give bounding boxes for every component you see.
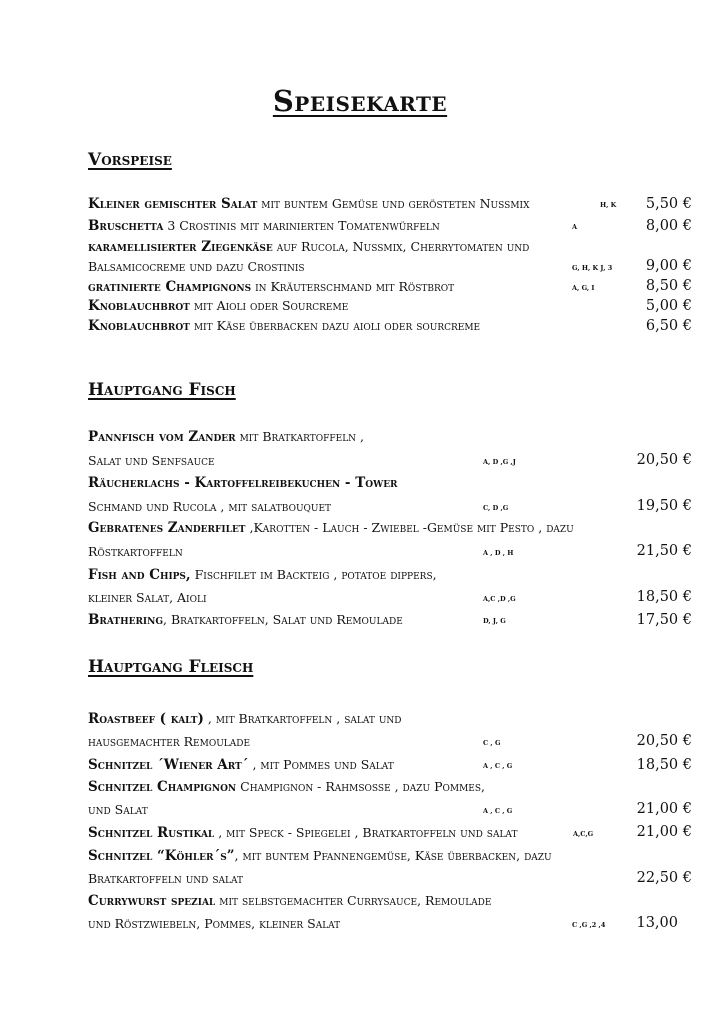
page-title: Speisekarte xyxy=(272,84,448,118)
menu-item xyxy=(88,520,574,536)
item-description: mit selbstgemachter Currysauce, Remoulade xyxy=(215,893,492,908)
item-price: 9,00 € xyxy=(645,258,692,274)
item-description: , mit Pommes und Salat xyxy=(248,757,394,772)
item-description: Salat und Senfsauce xyxy=(88,453,215,468)
item-description: Fischfilet im Backteig , potatoe dippers, xyxy=(190,567,437,582)
menu-item xyxy=(88,757,394,773)
item-name: Schnitzel “Köhler´s” xyxy=(88,848,235,864)
item-allergens: A,C ,D ,G xyxy=(483,595,516,603)
menu-item-continuation xyxy=(88,259,305,275)
item-description: hausgemachter Remoulade xyxy=(88,734,251,749)
section-title-fleisch: Hauptgang Fleisch xyxy=(88,657,254,677)
item-price: 21,00 € xyxy=(636,824,692,840)
item-name: Knoblauchbrot xyxy=(88,318,190,334)
item-price: 21,00 € xyxy=(636,801,692,817)
menu-item xyxy=(88,848,552,864)
item-price: 17,50 € xyxy=(636,612,692,628)
item-price: 22,50 € xyxy=(636,870,692,886)
menu-item-continuation xyxy=(88,916,340,932)
item-price: 5,00 € xyxy=(645,298,692,314)
menu-item xyxy=(88,429,364,445)
item-allergens: A, G, I xyxy=(572,284,595,292)
section-title-fisch: Hauptgang Fisch xyxy=(88,380,236,400)
item-name: Knoblauchbrot xyxy=(88,298,190,314)
menu-item xyxy=(88,196,530,212)
item-price: 5,50 € xyxy=(645,196,692,212)
item-name: Gebratenes Zanderfilet xyxy=(88,520,246,536)
menu-item-continuation xyxy=(88,590,207,606)
item-description: und Röstzwiebeln, Pommes, kleiner Salat xyxy=(88,916,341,931)
item-allergens: C , G xyxy=(483,739,501,747)
item-allergens: A xyxy=(572,223,578,231)
item-description: Bratkartoffeln und salat xyxy=(88,871,244,886)
item-price: 8,50 € xyxy=(645,278,692,294)
item-description: auf Rucola, Nussmix, Cherrytomaten und xyxy=(272,239,530,254)
item-allergens: H, K xyxy=(600,201,617,209)
menu-item-continuation xyxy=(88,544,183,560)
menu-item xyxy=(88,475,398,491)
item-name: Bruschetta xyxy=(88,218,164,234)
item-allergens: A , D , H xyxy=(483,549,514,557)
item-name: Currywurst spezial xyxy=(88,893,216,909)
menu-item xyxy=(88,239,529,255)
item-name: Räucherlachs - Kartoffelreibekuchen - Tower xyxy=(88,475,398,491)
menu-item xyxy=(88,893,491,909)
item-name: Schnitzel Rustikal xyxy=(88,825,215,841)
section-title-vorspeise: Vorspeise xyxy=(88,150,172,170)
item-description: mit buntem Gemüse und gerösteten Nussmix xyxy=(257,196,530,211)
item-description: Röstkartoffeln xyxy=(88,544,183,559)
item-name: Pannfisch vom Zander xyxy=(88,429,236,445)
item-price: 8,00 € xyxy=(645,218,692,234)
item-name: karamellisierter Ziegenkäse xyxy=(88,239,273,255)
menu-item-continuation xyxy=(88,871,243,887)
item-allergens: G, H, K J, 3 xyxy=(572,264,613,272)
item-allergens: D, J, G xyxy=(483,617,506,625)
item-name: gratinierte Champignons xyxy=(88,279,252,295)
menu-item-continuation xyxy=(88,499,331,515)
menu-item xyxy=(88,298,348,314)
item-name: Fish and Chips, xyxy=(88,567,191,583)
menu-item xyxy=(88,779,485,795)
menu-item xyxy=(88,218,440,234)
item-allergens: C ,G ,2 ,4 xyxy=(572,921,606,929)
item-name: Roastbeef ( kalt) xyxy=(88,711,204,727)
item-allergens: A , C , G xyxy=(483,807,513,815)
item-description: , mit buntem Pfannengemüse, Käse überbacken, dazu xyxy=(234,848,552,863)
item-price: 18,50 € xyxy=(636,757,692,773)
item-description: Schmand und Rucola , mit salatbouquet xyxy=(88,499,332,514)
menu-item xyxy=(88,279,454,295)
item-allergens: A,C,G xyxy=(573,830,594,838)
menu-item xyxy=(88,711,402,727)
item-description: , mit Speck - Spiegelei , Bratkartoffeln und salat xyxy=(214,825,518,840)
item-description: mit Bratkartoffeln , xyxy=(235,429,365,444)
item-name: Brathering xyxy=(88,612,164,628)
item-description: und Salat xyxy=(88,802,148,817)
item-description: Balsamicocreme und dazu Crostinis xyxy=(88,259,305,274)
item-name: Kleiner gemischter Salat xyxy=(88,196,258,212)
menu-item xyxy=(88,825,517,841)
item-allergens: C, D ,G xyxy=(483,504,509,512)
item-price: 21,50 € xyxy=(636,543,692,559)
menu-item-continuation xyxy=(88,802,148,818)
item-description: , Bratkartoffeln, Salat und Remoulade xyxy=(163,612,403,627)
item-price: 6,50 € xyxy=(645,318,692,334)
item-price: 19,50 € xyxy=(636,498,692,514)
menu-item xyxy=(88,567,437,583)
item-price: 18,50 € xyxy=(636,589,692,605)
item-allergens: A, D ,G ,J xyxy=(483,458,516,466)
item-description: in Kräuterschmand mit Röstbrot xyxy=(251,279,455,294)
item-description: kleiner Salat, Aioli xyxy=(88,590,207,605)
item-description: mit Käse überbacken dazu aioli oder sourcreme xyxy=(189,318,481,333)
item-description: 3 Crostinis mit marinierten Tomatenwürfeln xyxy=(163,218,440,233)
menu-item xyxy=(88,318,480,334)
item-name: Schnitzel Champignon xyxy=(88,779,237,795)
item-name: Schnitzel ´Wiener Art´ xyxy=(88,757,249,773)
item-description: mit Aioli oder Sourcreme xyxy=(189,298,349,313)
item-allergens: A , C , G xyxy=(483,762,513,770)
item-description: Champignon - Rahmsosse , dazu Pommes, xyxy=(236,779,486,794)
item-price: 20,50 € xyxy=(636,452,692,468)
menu-item-continuation xyxy=(88,734,250,750)
item-price: 20,50 € xyxy=(636,733,692,749)
menu-item xyxy=(88,612,403,628)
item-description: ,Karotten - Lauch - Zwiebel -Gemüse mit Pesto , dazu xyxy=(245,520,574,535)
item-price: 13,00 xyxy=(636,915,678,931)
item-description: , mit Bratkartoffeln , salat und xyxy=(203,711,402,726)
menu-item-continuation xyxy=(88,453,215,469)
